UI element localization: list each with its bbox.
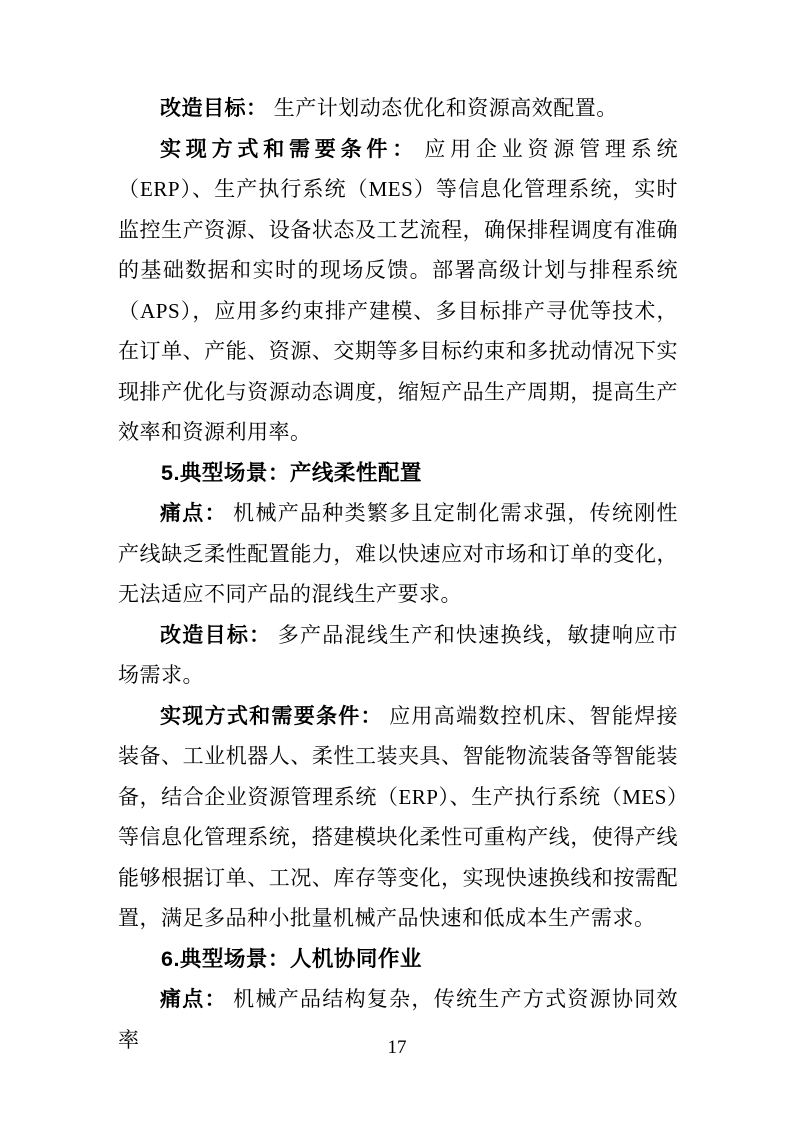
paragraph-label: 痛点：	[160, 501, 227, 525]
paragraph-text: 生产计划动态优化和资源高效配置。	[273, 96, 618, 120]
page-content	[118, 88, 678, 1060]
paragraph-label: 改造目标：	[160, 622, 272, 647]
paragraph-label: 实现方式和需要条件：	[160, 136, 419, 161]
paragraph-reform-goal-5	[118, 615, 678, 696]
paragraph-text: 应用企业资源管理系统（ERP）、生产执行系统（MES）等信息化管理系统，实时监控生产资源、设备状态及工艺流程，确保排程调度有准确的基础数据和实时的现场反馈。部署高级计划与排程系统（APS），应用多约束排产建模、多目标排产寻优等技术，在订单、产能、资源、交期等多目标约束和多扰动情况下实现排产优化与资源动态调度，缩短产品生产周期，提高生产效率和资源利用率。	[118, 136, 679, 444]
paragraph-implementation-5	[118, 696, 678, 939]
paragraph-label: 痛点：	[160, 987, 227, 1011]
paragraph-text: 多产品混线生产和快速换线，敏捷响应市场需求。	[118, 622, 679, 687]
section-heading-6	[118, 939, 678, 980]
section-heading-text: 6.典型场景：人机协同作业	[161, 946, 422, 971]
paragraph-text: 机械产品结构复杂，传统生产方式资源协同效率	[118, 987, 679, 1052]
page-number: 17	[387, 1037, 407, 1058]
section-heading-5	[118, 453, 678, 494]
paragraph-label: 实现方式和需要条件：	[160, 703, 383, 728]
paragraph-text: 应用高端数控机床、智能焊接装备、工业机器人、柔性工装夹具、智能物流装备等智能装备，结合企业资源管理系统（ERP）、生产执行系统（MES）等信息化管理系统，搭建模块化柔性可重构产线，使得产线能够根据订单、工况、库存等变化，实现快速换线和按需配置，满足多品种小批量机械产品快速和低成本生产需求。	[118, 703, 679, 930]
paragraph-painpoint-5	[118, 493, 678, 615]
paragraph-implementation-1	[118, 129, 678, 453]
paragraph-label: 改造目标：	[160, 96, 268, 120]
paragraph-text: 机械产品种类繁多且定制化需求强，传统刚性产线缺乏柔性配置能力，难以快速应对市场和订单的变化，无法适应不同产品的混线生产要求。	[118, 501, 679, 606]
section-heading-text: 5.典型场景：产线柔性配置	[161, 460, 422, 485]
paragraph-reform-goal-1	[118, 88, 678, 129]
